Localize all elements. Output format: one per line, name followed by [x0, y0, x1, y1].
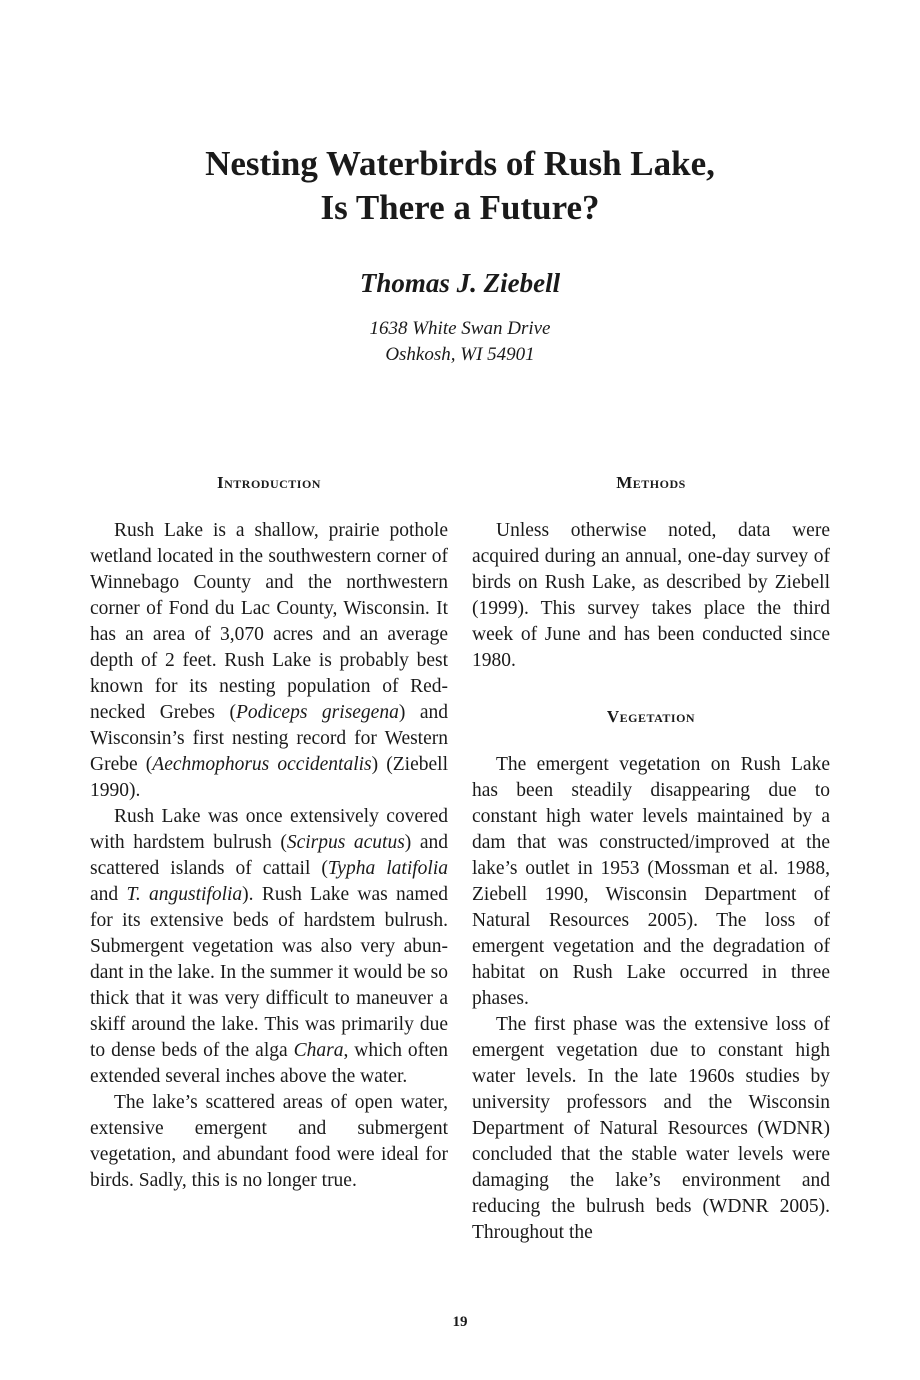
address-city: Oshkosh, WI 54901: [385, 344, 535, 365]
article-title: [0, 142, 920, 230]
vegetation-heading: Vegetation: [606, 707, 696, 726]
methods-paragraph-1: Unless otherwise noted, data were acquired during an annual, one-day survey of birds on Rush Lake, as described by Ziebell (1999). This survey takes place the third week of June and has been conducted since 1980.: [472, 520, 830, 671]
intro-paragraph-3: The lake’s scattered areas of open water, extensive emergent and submergent vegetation, and abundant food were ideal for birds. Sadly, this is no longer true.: [90, 1092, 448, 1191]
vegetation-paragraph-1: The emergent vegetation on Rush Lake has been steadily disappearing due to constant high water levels maintained by a dam that was constructed/improved at the lake’s outlet in 1953 (Mossman et al. 1988, Ziebell 1990, Wisconsin Department of Natural Resources 2005). The loss of emergent vegetation and the degradation of habitat on Rush Lake occurred in three phases.: [472, 754, 830, 1009]
author-name: Thomas J. Ziebell: [359, 268, 561, 298]
intro-paragraph-2: Rush Lake was once extensively covered with hardstem bulrush (Scirpus acutus) and scattered islands of cattail (Typha latifolia and T. angustifolia). Rush Lake was named for its extensive beds of hardstem bulrush. Submergent vegetation was also very abundant in the lake. In the summer it would be so thick that it was very difficult to maneuver a skiff around the lake. This was primarily due to dense beds of the alga Chara, which often extended several inches above the water.: [90, 806, 449, 1087]
methods-heading: Methods: [616, 473, 686, 492]
left-column: [90, 468, 448, 1194]
page-number: 19: [452, 1314, 468, 1330]
introduction-heading: Introduction: [217, 473, 321, 492]
address-street: 1638 White Swan Drive: [369, 318, 551, 339]
intro-paragraph-1: Rush Lake is a shallow, prairie pothole wetland located in the southwestern corner of Winnebago County and the northwestern corner of Fond du Lac County, Wisconsin. It has an area of 3,070 acres and an average depth of 2 feet. Rush Lake is probably best known for its nesting population of Red-necked Grebes (Podiceps grisegena) and Wisconsin’s first nesting record for Western Grebe (Aechmophorus occidentalis) (Ziebell 1990).: [90, 520, 448, 801]
right-column: [472, 468, 830, 1246]
title-line-1: Nesting Waterbirds of Rush Lake,: [205, 144, 715, 183]
title-line-2: Is There a Future?: [320, 188, 600, 227]
author-address: [0, 316, 920, 368]
vegetation-paragraph-2: The first phase was the extensive loss of emergent vegetation due to constant high water levels. In the late 1960s studies by university professors and the Wisconsin Department of Natural Resources (WDNR) concluded that the stable water levels were damaging the lake’s environment and reducing the bulrush beds (WDNR 2005). Throughout the: [472, 1014, 830, 1243]
